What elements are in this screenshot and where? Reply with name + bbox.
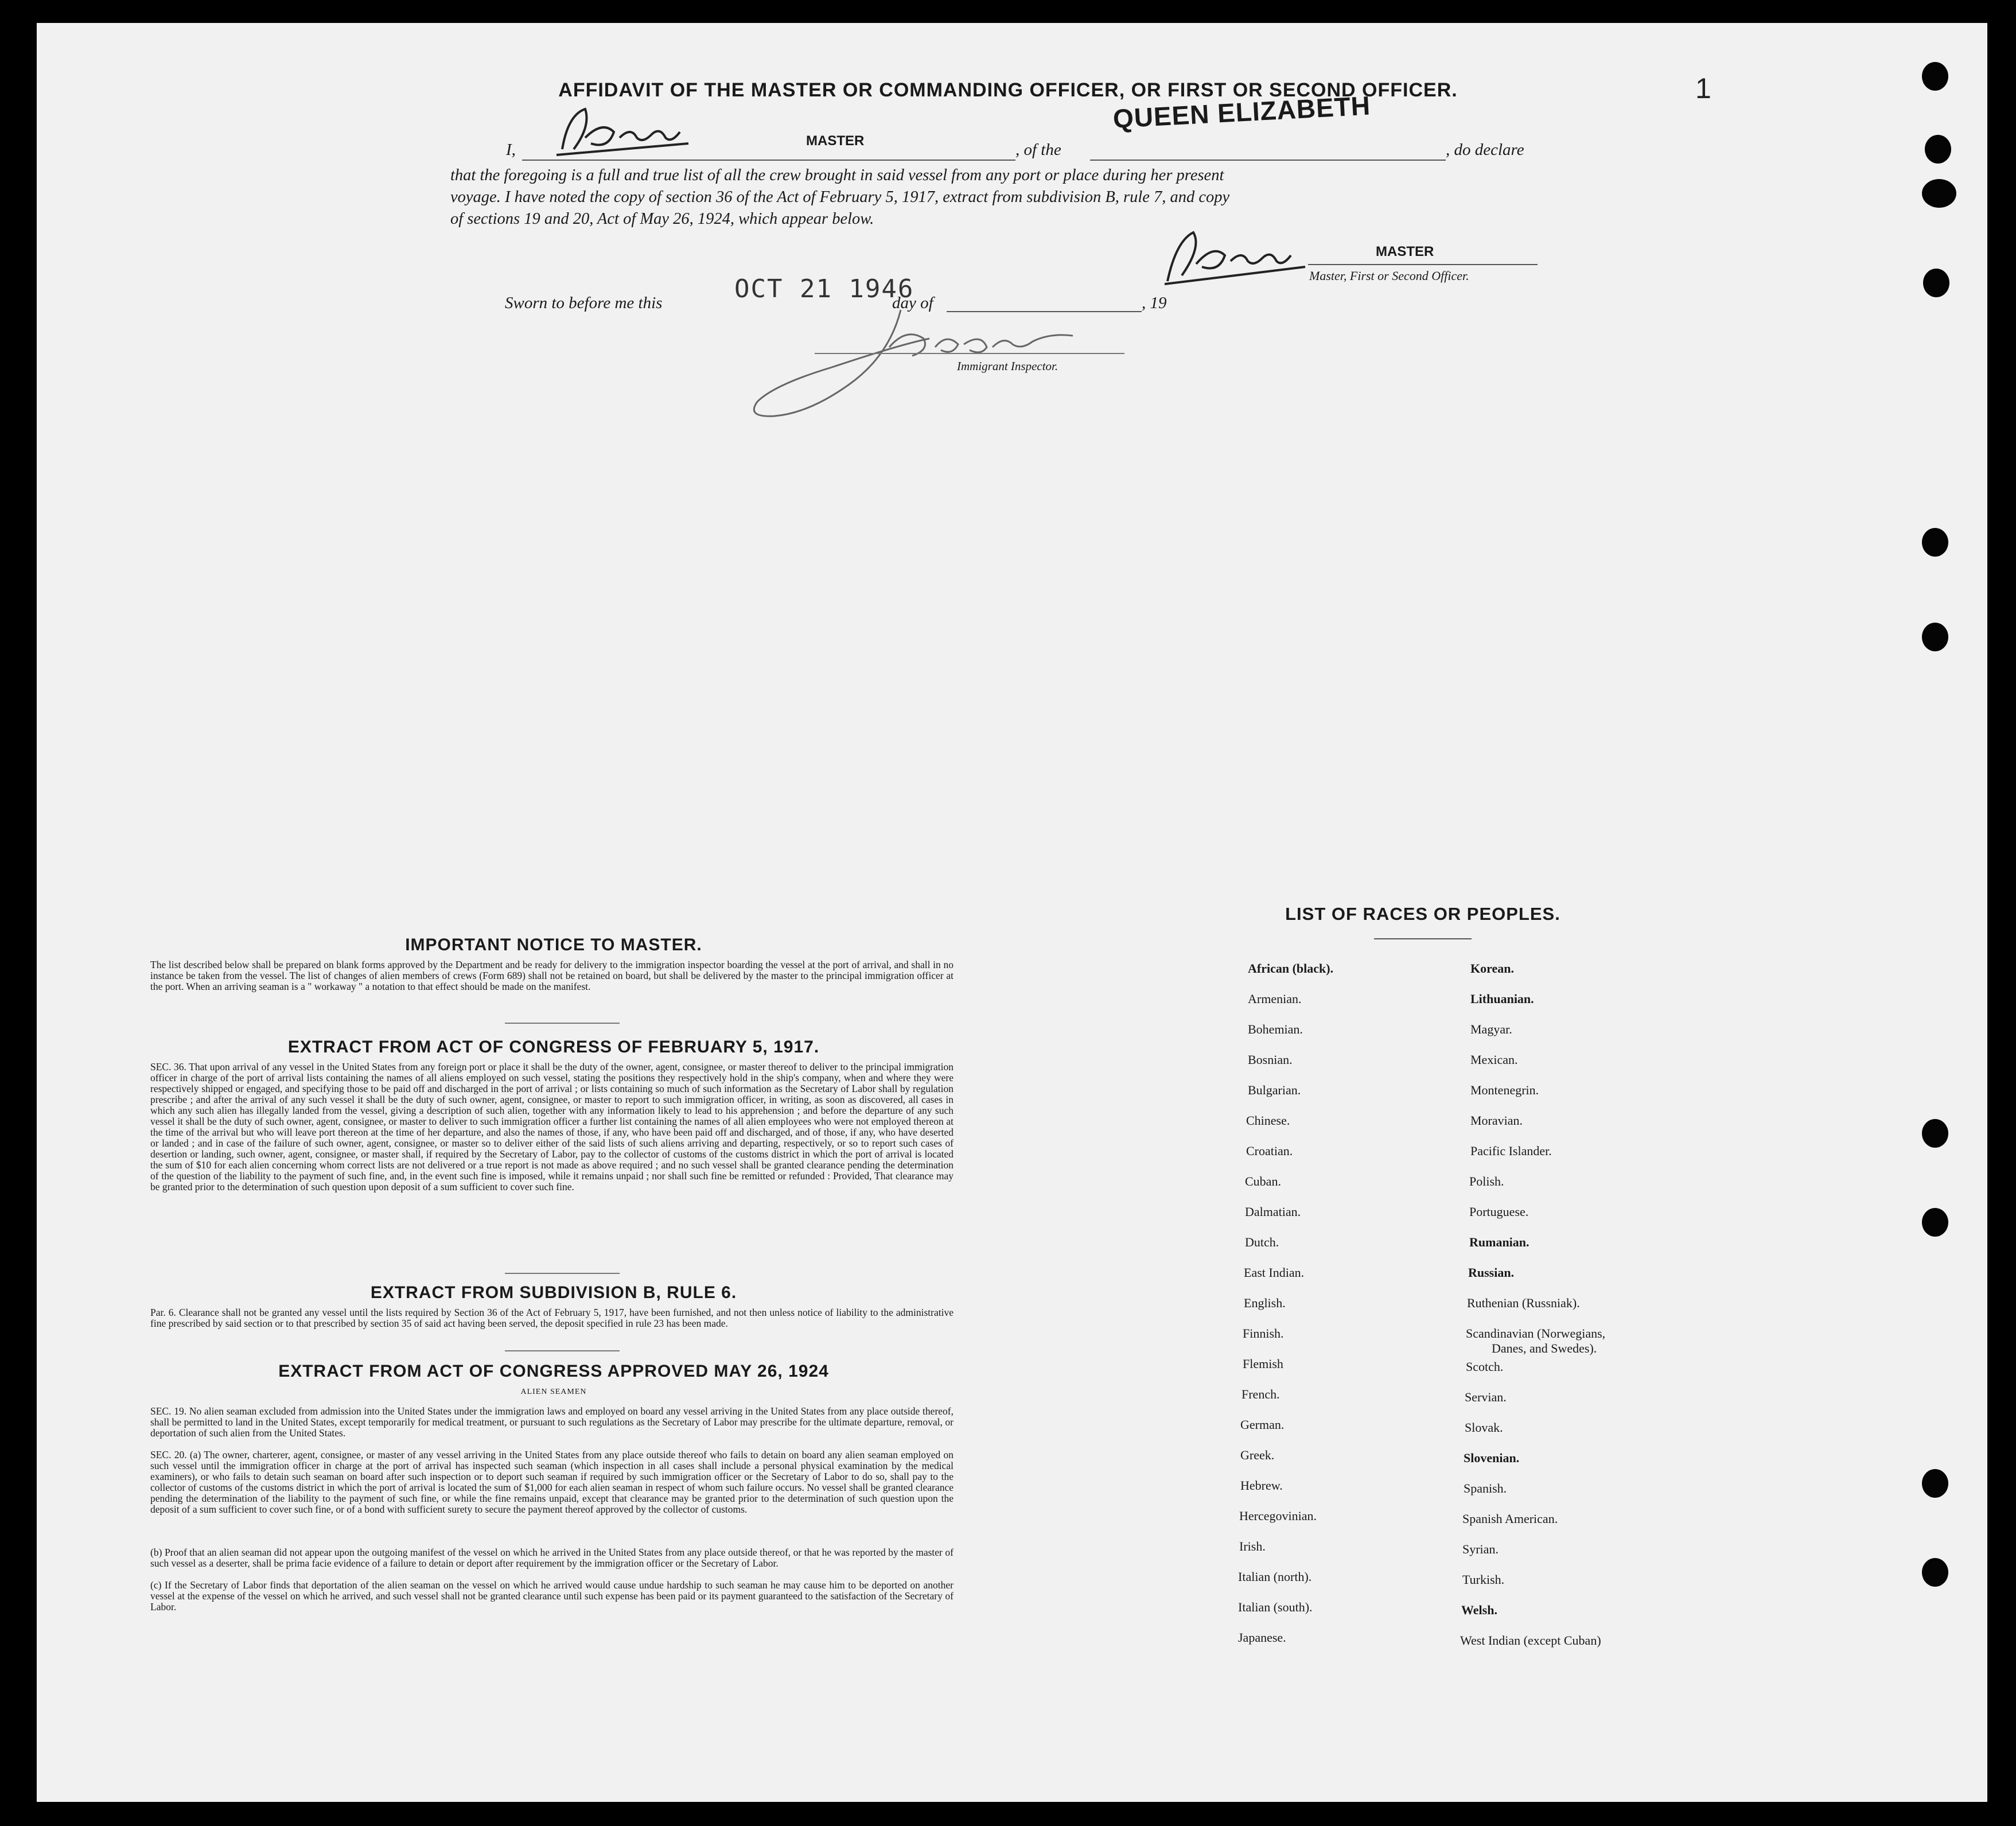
affidavit-i: I, [506, 141, 516, 159]
race-item-continuation: Danes, and Swedes). [1492, 1341, 1597, 1355]
race-item: Dutch. [1245, 1235, 1279, 1249]
race-item: Servian. [1465, 1390, 1507, 1404]
signer-line [1308, 264, 1538, 265]
sworn-prefix: Sworn to before me this [505, 294, 663, 312]
signer-rank-stamp: MASTER [1376, 244, 1434, 259]
punch-hole [1922, 1558, 1948, 1587]
race-item: Portuguese. [1469, 1205, 1529, 1219]
race-item: Croatian. [1246, 1144, 1293, 1158]
statement-line-3: of sections 19 and 20, Act of May 26, 1924, which appear below. [450, 210, 874, 228]
race-item: Flemish [1243, 1357, 1283, 1371]
race-item: Bulgarian. [1248, 1083, 1301, 1097]
statement-line-1: that the foregoing is a full and true list of all the crew brought in said vessel from any port or place during her present [450, 166, 1224, 184]
vessel-line [1090, 160, 1446, 161]
extract-1917-title: EXTRACT FROM ACT OF CONGRESS OF FEBRUARY 5, 1917. [287, 1038, 820, 1056]
race-item: Armenian. [1248, 992, 1302, 1006]
sworn-date-stamp: OCT 21 1946 [734, 274, 914, 304]
race-item: Spanish. [1464, 1481, 1507, 1495]
race-item: East Indian. [1244, 1265, 1305, 1280]
race-item: Italian (north). [1238, 1569, 1312, 1584]
race-item: Turkish. [1462, 1572, 1505, 1587]
document-page [37, 23, 1987, 1802]
race-item: Welsh. [1461, 1603, 1497, 1617]
race-item: Bosnian. [1248, 1052, 1293, 1067]
race-item: Italian (south). [1238, 1600, 1313, 1614]
extract-1924-sec20a: SEC. 20. (a) The owner, charterer, agent, consignee, or master of any vessel arriving in the United States from any place outside thereof who fails to detain on board any alien seaman employed on such vessel until the immigration officer in charge at the port of arrival has inspected such seaman (which inspection in all cases shall include a personal physical examination by the medical examiners), or who fails to detain such seaman on board after such inspection or to deport such seaman if required by such immigration officer or the Secretary of Labor to do so, shall pay to the collector of customs of the customs district in which the port of arrival is located the sum of $1,000 for each alien seaman in respect of whom such failure occurs. No vessel shall be granted clearance pending the determination of the liability to the payment of such fine, or while the fine remains unpaid, except that clearance may be granted prior to the determination of such question upon the deposit of a sum sufficient to cover such fine, or of a bond with sufficient surety to secure the payment thereof approved by the collector of customs. [150, 1449, 953, 1515]
punch-hole [1925, 135, 1951, 164]
race-item: Montenegrin. [1470, 1083, 1539, 1097]
extract-1917-body: SEC. 36. That upon arrival of any vessel in the United States from any foreign port or place it shall be the duty of the owner, agent, consignee, or master thereof to deliver to the principal immigration officer in charge of the port of arrival lists containing the names of all aliens employed on such vessel, stating the positions they respectively hold in the ship's company, when and where they were respectively shipped or engaged, and specifying those to be paid off and discharged in the port of arrival ; or lists containing so much of such information as the Secretary of Labor shall by regulation prescribe ; and after the arrival of any such vessel it shall be the duty of such owner, agent, consignee, or master to report to such immigration officer, in writing, as soon as discovered, all cases in which any such alien has illegally landed from the vessel, giving a description of such alien, together with any information likely to lead to his apprehension ; and before the departure of any such vessel it shall be the duty of such owner, agent, consignee, or master to deliver to such immigration officer a further list containing the names of all alien employees who were not employed thereon at the time of the arrival but who will leave port thereon at the time of her departure, and also the names of those, if any, who have been paid off and discharged, and of those, if any, who have deserted or landed ; and in case of the failure of such owner, agent, consignee, or master so to deliver either of the said lists of such aliens arriving and departing, respectively, or so to report such cases of desertion or landing, such owner, agent, consignee, or master shall, if required by the Secretary of Labor, pay to the collector of customs of the customs district in which the port of arrival is located the sum of $10 for each alien concerning whom correct lists are not delivered or a true report is not made as above required ; and no such vessel shall be granted clearance pending the determination of the question of the liability to the payment of such fine, and, in the event such fine is imposed, while it remains unpaid ; nor shall such fine be remitted or refunded : Provided, That clearance may be granted prior to the determination of such question upon deposit of a sum sufficient to cover such fine. [150, 1061, 953, 1192]
race-item: Finnish. [1243, 1326, 1284, 1341]
master-signature [551, 103, 700, 161]
race-item: Hercegovinian. [1239, 1509, 1317, 1523]
race-item: Scotch. [1466, 1359, 1504, 1374]
vessel-name: QUEEN ELIZABETH [1112, 90, 1372, 134]
punch-hole [1922, 1119, 1948, 1148]
of-the-text: , of the [1015, 141, 1061, 159]
divider [1374, 938, 1472, 939]
notice-body: The list described below shall be prepared on blank forms approved by the Department and be ready for delivery to the immigration inspector boarding the vessel at the port of arrival, and shall in no instance be taken from the vessel. The list of changes of alien members of crews (Form 689) shall not be retained on board, but shall be delivered by the master to the principal immigration officer at the port. When an arriving seaman is a " workaway " a notation to that effect should be made on the manifest. [150, 959, 953, 992]
race-item: Syrian. [1462, 1542, 1499, 1556]
inspector-line [815, 353, 1124, 354]
race-item: English. [1244, 1296, 1286, 1310]
punch-hole [1922, 179, 1956, 208]
race-item: Japanese. [1238, 1630, 1286, 1645]
race-item: Polish. [1469, 1174, 1504, 1188]
inspector-signature [660, 293, 1096, 425]
notice-title: IMPORTANT NOTICE TO MASTER. [405, 935, 702, 954]
officer-signature [1159, 218, 1314, 287]
extract-1924-title: EXTRACT FROM ACT OF CONGRESS APPROVED MAY 26, 1924 [278, 1362, 829, 1381]
race-item: Ruthenian (Russniak). [1467, 1296, 1580, 1310]
inspector-caption: Immigrant Inspector. [957, 359, 1058, 373]
race-item: Mexican. [1470, 1052, 1518, 1067]
punch-hole [1922, 1469, 1948, 1498]
extract-1924-subtitle: ALIEN SEAMEN [520, 1388, 587, 1396]
extract-1924-sec19: SEC. 19. No alien seaman excluded from admission into the United States under the immigration laws and employed on board any vessel arriving in the United States from any place outside thereof, shall be permitted to land in the United States, except temporarily for medical treatment, or pursuant to such regulations as the Secretary of Labor may prescribe for the ultimate departure, removal, or deportation of such alien from the United States. [150, 1405, 953, 1439]
punch-hole [1922, 623, 1948, 651]
margin-mark: 1 [1695, 72, 1711, 104]
race-item: Spanish American. [1462, 1512, 1558, 1526]
race-item: Hebrew. [1240, 1478, 1283, 1493]
race-item: Bohemian. [1248, 1022, 1303, 1036]
extract-rule6-body: Par. 6. Clearance shall not be granted any vessel until the lists required by Section 36 of the Act of February 5, 1917, have been furnished, and not then unless notice of liability to the administrative fine prescribed by said section or to that prescribed by section 35 of said act having been served, the deposit specified in rule 23 has been made. [150, 1307, 953, 1329]
race-item: Irish. [1239, 1539, 1266, 1553]
divider [505, 1273, 620, 1274]
extract-rule6-title: EXTRACT FROM SUBDIVISION B, RULE 6. [370, 1283, 737, 1302]
race-item: Pacific Islander. [1470, 1144, 1552, 1158]
year-prefix: , 19 [1142, 294, 1167, 312]
extract-1924-sec20b: (b) Proof that an alien seaman did not appear upon the outgoing manifest of the vessel on which he arrived in the United States from any place outside thereof, or that he was reported by the master of such vessel as a deserter, shall be prima facie evidence of a failure to detain or deport after requirement by the immigration officer or the Secretary of Labor. [150, 1547, 953, 1569]
races-title: LIST OF RACES OR PEOPLES. [1285, 904, 1560, 924]
race-item: German. [1240, 1417, 1285, 1432]
punch-hole [1923, 269, 1949, 297]
race-item: Chinese. [1246, 1113, 1290, 1128]
race-item: Magyar. [1470, 1022, 1512, 1036]
race-item: Russian. [1468, 1265, 1515, 1280]
race-item: Lithuanian. [1470, 992, 1534, 1006]
race-item: Dalmatian. [1245, 1205, 1301, 1219]
race-item: West Indian (except Cuban) [1460, 1633, 1601, 1648]
divider [505, 1350, 620, 1351]
race-item: African (black). [1248, 961, 1334, 976]
punch-hole [1922, 1208, 1948, 1237]
race-item: Cuban. [1245, 1174, 1281, 1188]
do-declare-text: , do declare [1446, 141, 1524, 159]
race-item: Rumanian. [1469, 1235, 1529, 1249]
rank-stamp: MASTER [806, 133, 865, 149]
race-item: Slovak. [1465, 1420, 1503, 1435]
divider [505, 1023, 620, 1024]
extract-1924-sec20c: (c) If the Secretary of Labor finds that deportation of the alien seaman on the vessel on which he arrived would cause undue hardship to such seaman he may cause him to be deported on another vessel at the expense of the vessel on which he arrived, and such vessel shall not be granted clearance until such expense has been paid or its payment guaranteed to the satisfaction of the Secretary of Labor. [150, 1579, 953, 1613]
race-item: Moravian. [1470, 1113, 1523, 1128]
statement-line-2: voyage. I have noted the copy of section 36 of the Act of February 5, 1917, extract from subdivision B, rule 7, and copy [450, 188, 1230, 206]
race-item: Korean. [1470, 961, 1514, 976]
affidavit-title: AFFIDAVIT OF THE MASTER OR COMMANDING OFFICER, OR FIRST OR SECOND OFFICER. [558, 79, 1458, 101]
signer-caption: Master, First or Second Officer. [1309, 269, 1469, 283]
day-of-text: day of [892, 294, 933, 312]
punch-hole [1922, 528, 1948, 557]
race-item: Slovenian. [1464, 1451, 1520, 1465]
race-item: French. [1241, 1387, 1280, 1401]
race-item: Scandinavian (Norwegians, [1466, 1326, 1606, 1341]
race-item: Greek. [1240, 1448, 1275, 1462]
